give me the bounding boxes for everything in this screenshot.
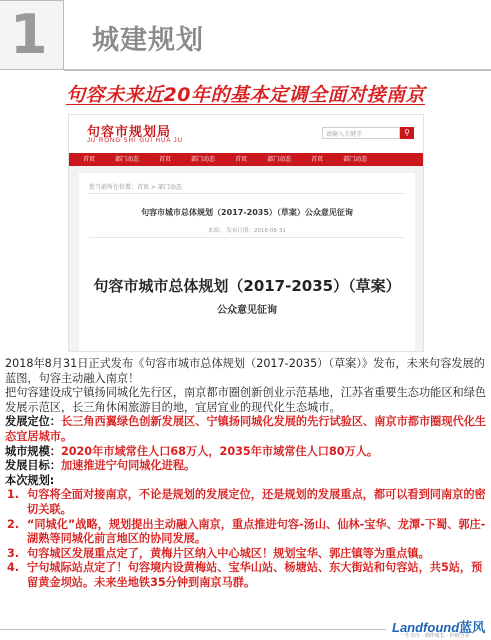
- breadcrumb[interactable]: 您当前所在位置：首页 > 部门动态: [89, 184, 182, 191]
- breadcrumb-divider: [89, 193, 405, 194]
- plan-item: [5, 488, 487, 517]
- plan-item: [5, 518, 487, 547]
- company-logo-cn: 蓝风: [459, 621, 486, 636]
- article-card: [79, 173, 415, 352]
- nav-item[interactable]: 部门动态: [267, 156, 292, 163]
- nav-item[interactable]: 首页: [311, 156, 324, 163]
- nav-item[interactable]: 首页: [235, 156, 248, 163]
- slide-footer: [0, 616, 491, 640]
- intro-paragraph: 2018年8月31日正式发布《句容市城市总体规划（2017-2035）（草案）》发布，未来句容发展的蓝图，句容主动融入南京！: [5, 357, 485, 385]
- plan-item-text: 句容将全面对接南京，不论是规划的发展定位，还是规划的发展重点，都可以看到同南京的密切关联。: [27, 488, 486, 516]
- slide-body: [5, 357, 487, 591]
- section-number: 1: [10, 3, 48, 66]
- article-title: 句容市城市总体规划（2017-2035）（草案）公众意见征询: [141, 208, 353, 217]
- section-header: [0, 0, 491, 74]
- website-logo: 句容市规划局: [87, 125, 172, 140]
- header-divider: [64, 69, 491, 71]
- company-logo-en: Landfound: [392, 620, 460, 635]
- scale-block: [5, 445, 487, 460]
- plan-item-number: 1.: [7, 488, 20, 502]
- goal-label: 发展目标：: [5, 459, 61, 473]
- plan-item: [5, 547, 487, 562]
- website-screenshot: [68, 114, 424, 352]
- section-title: 城建规划: [92, 25, 204, 56]
- positioning-text: 长三角西翼绿色创新发展区、宁镇扬同城化发展的先行试验区、南京市都市圈现代化生态宜居城市。: [5, 415, 487, 443]
- article-meta: 来源： 发布日期：2018-08-31: [208, 228, 286, 234]
- footer-divider: [0, 629, 386, 630]
- plan-label: 本次规划:: [5, 473, 55, 487]
- document-title: 句容市城市总体规划（2017-2035）（草案）: [93, 277, 401, 295]
- search-icon[interactable]: ⚲: [400, 127, 414, 139]
- company-slogan: 一生专注 · 相伴成长 · 价值分享: [400, 633, 470, 639]
- document-subtitle: 公众意见征询: [217, 305, 277, 316]
- goal-text: 加速推进宁句同城化进程。: [60, 459, 196, 473]
- plan-item-text: 句容城区发展重点定了，黄梅片区纳入中心城区！规划宝华、郭庄镇等为重点镇。: [27, 546, 430, 560]
- nav-item[interactable]: 首页: [83, 156, 96, 163]
- section-number-box: [0, 0, 64, 70]
- plan-item-number: 4.: [7, 561, 20, 575]
- positioning-block: [5, 415, 487, 444]
- website-nav-bar: [69, 153, 424, 166]
- plan-item-text: 宁句城际站点定了！句容境内设黄梅站、宝华山站、杨塘站、东大街站和句容站，共5站，预留黄金坝站。未来坐地铁35分钟到南京马群。: [27, 561, 483, 589]
- website-search-input[interactable]: 请输入关键字: [322, 127, 400, 139]
- plan-item-number: 3.: [7, 546, 20, 560]
- positioning-label: 发展定位：: [5, 415, 61, 429]
- scale-text: 2020年市域常住人口68万人，2035年市域常住人口80万人。: [60, 444, 379, 458]
- slide-headline: 句容未来近20年的基本定调全面对接南京: [66, 84, 425, 106]
- nav-item[interactable]: 部门动态: [115, 156, 140, 163]
- plan-item-number: 2.: [7, 517, 20, 531]
- plan-item: [5, 561, 487, 590]
- intro-paragraph-2: 把句容建设成宁镇扬同城化先行区，南京都市圈创新创业示范基地，江苏省重要生态功能区和绿色发展示范区，长三角休闲旅游目的地，宜居宜业的现代化生态城市。: [5, 386, 487, 414]
- article-divider: [89, 237, 405, 238]
- scale-label: 城市规模：: [5, 444, 61, 458]
- nav-item[interactable]: 部门动态: [191, 156, 216, 163]
- nav-item[interactable]: 首页: [159, 156, 172, 163]
- website-header: [69, 115, 424, 153]
- goal-block: [5, 459, 487, 474]
- website-logo-subtitle: JU RONG SHI GUI HUA JU: [87, 138, 184, 144]
- nav-item[interactable]: 部门动态: [343, 156, 368, 163]
- plan-item-text: “同城化”战略，规划提出主动融入南京，重点推进句容-汤山、仙林-宝华、龙潭-下蜀、郭庄-湖熟等同城化前言地区的协同发展。: [27, 517, 486, 546]
